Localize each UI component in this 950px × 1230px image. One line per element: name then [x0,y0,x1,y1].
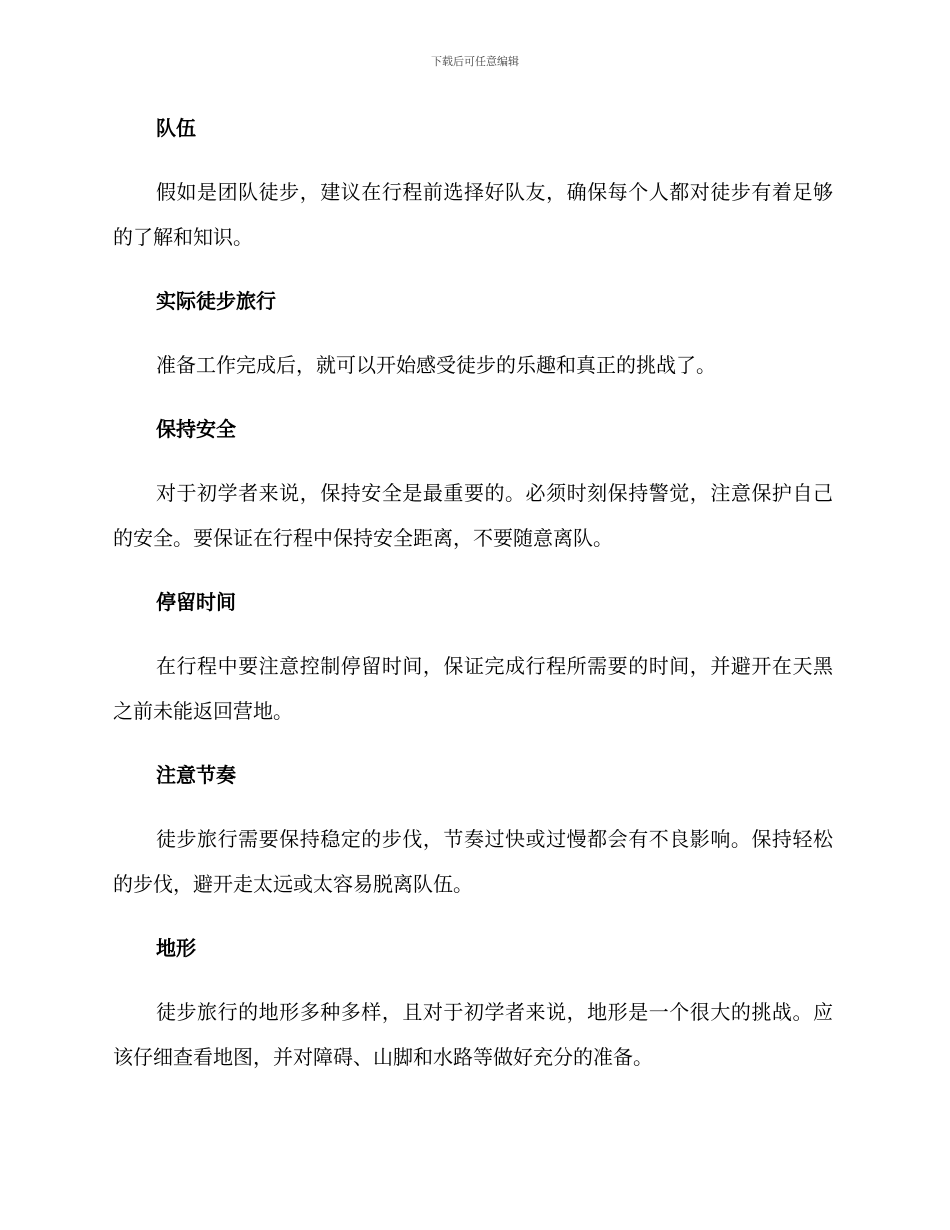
section-paragraph: 对于初学者来说，保持安全是最重要的。必须时刻保持警觉，注意保护自己的安全。要保证在行程中保持安全距离，不要随意离队。 [113,481,833,550]
section-paragraph: 假如是团队徒步，建议在行程前选择好队友，确保每个人都对徒步有着足够的了解和知识。 [113,180,833,249]
section-paragraph: 在行程中要注意控制停留时间，保证完成行程所需要的时间，并避开在天黑之前未能返回营地。 [113,654,833,723]
document-body [113,113,833,1080]
section-heading: 停留时间 [156,590,236,614]
running-header: 下载后可任意编辑 [431,55,519,68]
section-heading: 保持安全 [156,417,236,441]
section-heading: 实际徒步旅行 [156,289,276,313]
section-paragraph: 准备工作完成后，就可以开始感受徒步的乐趣和真正的挑战了。 [156,353,716,377]
section-heading: 注意节奏 [156,763,236,787]
section-paragraph: 徒步旅行需要保持稳定的步伐，节奏过快或过慢都会有不良影响。保持轻松的步伐，避开走太远或太容易脱离队伍。 [113,827,833,896]
section-heading: 队伍 [156,116,196,140]
section-heading: 地形 [156,936,196,960]
section-paragraph: 徒步旅行的地形多种多样，且对于初学者来说，地形是一个很大的挑战。应该仔细查看地图，并对障碍、山脚和水路等做好充分的准备。 [113,1000,833,1069]
